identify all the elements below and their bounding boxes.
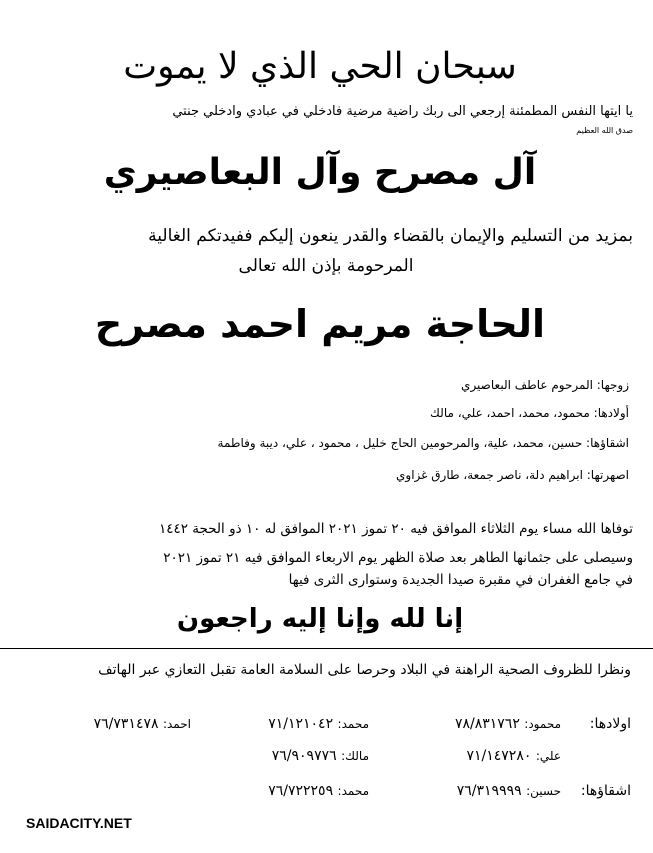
contacts-row-siblings: [30, 783, 631, 805]
condolence-notice: ونظرا للظروف الصحية الراهنة في البلاد وحرصا على السلامة العامة تقبل التعازي عبر الهاتف: [98, 662, 631, 678]
contact-name: محمد:: [337, 784, 369, 798]
contact-name: محمود:: [524, 717, 561, 731]
contact-entry: [457, 783, 561, 799]
contacts-row-sons: [30, 716, 631, 738]
section-divider: [0, 648, 653, 649]
contact-name: احمد:: [162, 717, 191, 731]
contact-number: ٧٨/٨٣١٧٦٢: [454, 716, 520, 732]
verse-ending: صدق الله العظيم: [576, 126, 633, 135]
contact-entry: [455, 716, 561, 732]
closing-phrase: إنا لله وإنا إليه راجعون: [176, 604, 464, 634]
contact-entry: [268, 783, 369, 799]
header-title: سبحان الحي الذي لا يموت: [123, 46, 517, 87]
funeral-line-1: توفاها الله مساء يوم الثلاثاء الموافق فيه ٢٠ تموز ٢٠٢١ الموافق له ١٠ ذو الحجة ١٤٤٢: [158, 521, 633, 537]
contact-name: محمد:: [337, 717, 369, 731]
contact-number: ٧٦/٧٢٢٢٥٩: [268, 783, 334, 799]
contact-name: علي:: [535, 749, 561, 763]
contact-name: مالك:: [341, 749, 369, 763]
contact-name: حسين:: [526, 784, 561, 798]
deceased-name: الحاجة مريم احمد مصرح: [94, 302, 546, 346]
contact-number: ٧١/١٢١٠٤٢: [268, 716, 334, 732]
contacts-row-sons-2: [30, 748, 631, 770]
relative-siblings: اشقاؤها: حسين، محمد، علية، والمرحومين الحاج خليل ، محمود ، علي، ديبة وفاطمة: [217, 436, 629, 450]
relative-in-laws: اصهرتها: ابراهيم دلة، ناصر جمعة، طارق غزاوي: [396, 468, 629, 482]
intro-line-1: بمزيد من التسليم والإيمان بالقضاء والقدر ينعون إليكم ففيدتكم الغالية: [148, 226, 633, 246]
intro-line-2: المرحومة بإذن الله تعالى: [238, 256, 414, 276]
contact-entry: [272, 748, 369, 764]
contact-entry: [466, 748, 561, 764]
quran-verse: يا ايتها النفس المطمئنة إرجعي الى ربك راضية مرضية فادخلي في عبادي وادخلي جنتي: [172, 104, 633, 119]
contact-number: ٧٦/٧٣١٤٧٨: [93, 716, 159, 732]
contacts-sons-label: اولادها:: [589, 716, 631, 732]
footer-brand: SAIDACITY.NET: [26, 815, 132, 831]
contact-entry: [268, 716, 369, 732]
funeral-line-2: وسيصلى على جثمانها الطاهر بعد صلاة الظهر يوم الاربعاء الموافق فيه ٢١ تموز ٢٠٢١: [163, 550, 633, 566]
contact-number: ٧٦/٩٠٩٧٧٦: [271, 748, 337, 764]
family-names: آل مصرح وآل البعاصيري: [103, 152, 537, 193]
funeral-line-3: في جامع الغفران في مقبرة صيدا الجديدة وستوارى الثرى فيها: [288, 572, 633, 588]
relative-husband: زوجها: المرحوم عاطف البعاصيري: [461, 378, 629, 392]
relative-children: أولادها: محمود، محمد، احمد، علي، مالك: [430, 406, 629, 420]
contact-entry: [94, 716, 191, 732]
contact-number: ٧١/١٤٧٢٨٠: [466, 748, 532, 764]
contacts-siblings-label: اشقاؤها:: [580, 783, 631, 799]
contact-number: ٧٦/٣١٩٩٩٩: [456, 783, 522, 799]
